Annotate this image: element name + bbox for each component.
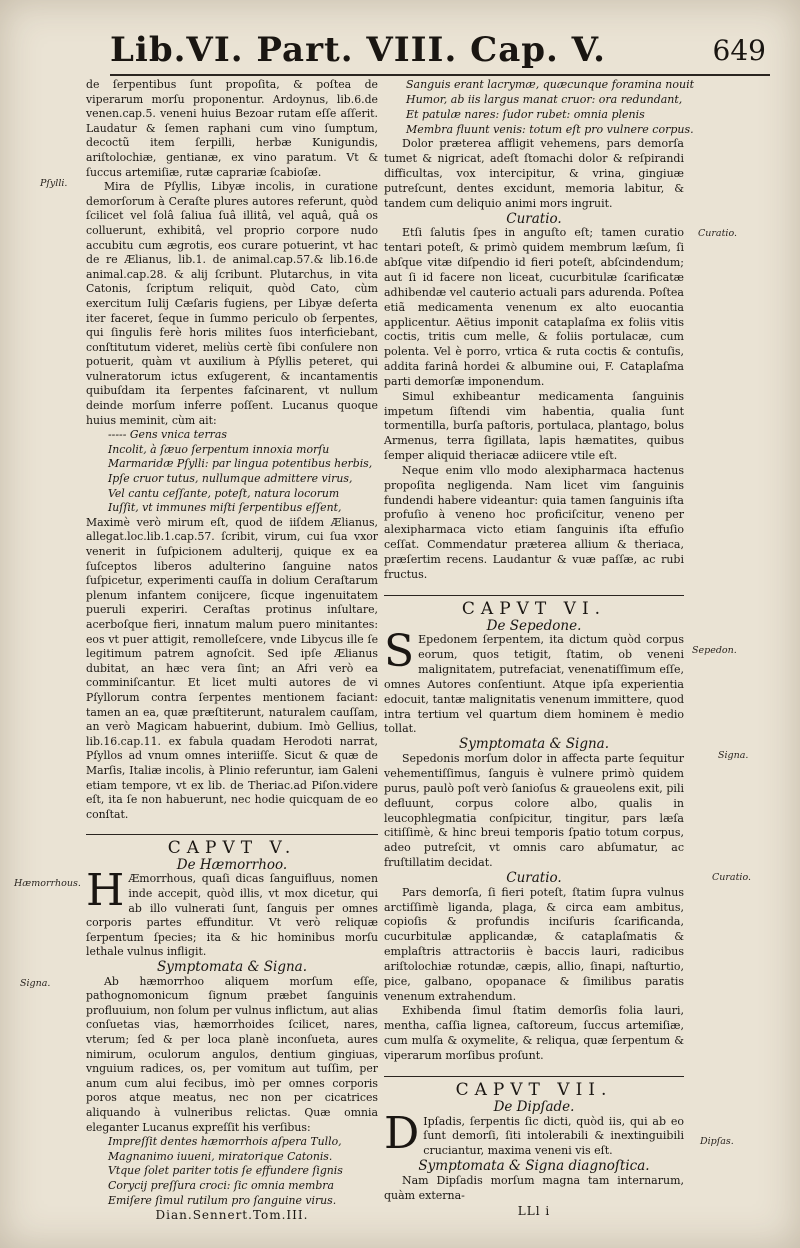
paragraph: Dolor præterea affligit vehemens, pars demorſa tumet & nigricat, adeſt ſtomachi dolor & reſpirandi difficultas, vox intercipitur, & vrina, gingiuæ putreſcunt, dentes excidunt, memoria labitur, & tandem cum deliquio animi mors ingruit. — [384, 137, 684, 210]
paragraph: Etſi ſalutis ſpes in anguſto eſt; tamen curatio tentari poteſt, & primò quidem membrum læſum, ſi abſque vitæ diſpendio id fieri poteſt, abſcindendum; aut ſi id facere non liceat, cucurbitulæ ſcarificatæ adhibendæ vel cauterio actuali pars adurenda. Poſtea etiã medicamenta venenum ex alto euocantia applicentur. Aëtius imponit cataplaſma ex foliis vitis coctis, tritis cum melle, & foliis portulacæ, cum polenta. Vel è porro, vrtica & ruta coctis & contuſis, addita farinâ hordei & albumine oui, F. Cataplaſma parti demorſæ imponendum. — [384, 226, 684, 388]
paragraph: Mira de Pſyllis, Libyæ incolis, in curatione demorſorum à Ceraſte plures autores referunt, quòd ſcilicet vel ſolâ ſaliua ſuâ illitâ, vel aquâ, quâ os colluerunt, exhibitâ, vel proprio corpore nudo accubitu cum ægrotis, eos curare potuerint, vt hac de re Ælianus, lib.1. de animal.cap.57.& lib.16.de animal.cap.28. & alij ſcribunt. Plutarchus, in vita Catonis, ſcriptum reliquit, quòd Cato, cùm exercitum Iulij Cæſaris fugiens, per Libyæ deſerta iter faceret, ſeque in ſummo periculo ob ſerpentes, qui ſingulis ferè horis milites ſuos interficiebant, conſtitutum videret, meliùs certè ſibi conſulere non potuerit, quàm vt auxilium à Pſyllis peteret, qui vulneratorum ictus exſugerent, & incantamentis quibuſdam ita ſerpentes faſcinarent, vt nullum deinde morſum inferre poſſent. Lucanus quoque huius meminit, cùm ait: — [86, 180, 378, 427]
margin-note-haemorrhous: Hæmorrhous. — [14, 878, 81, 889]
chapter-title: CAPVT V. — [86, 834, 378, 856]
verse-line: Et patulæ nares: ſudor rubet: omnia plenis — [406, 107, 645, 121]
verse-block — [384, 78, 695, 137]
chapter-title: CAPVT VII. — [384, 1076, 684, 1098]
running-title: Lib.VI. Part. VIII. Cap. V. — [110, 30, 606, 70]
paragraph: S Epedonem ſerpentem, ita dictum quòd corpus eorum, quos tetigit, ſtatim, ob veneni malignitatem, putrefaciat, venenatiſſimum eſſe, omnes Autores conſentiunt. Atque ipſa experientia edocuit, tantæ malignitatis venenum immittere, quod intra tertium vel quartum diem hominem è medio tollat. — [384, 626, 684, 736]
verse-line: Corycij preſſura croci: ſic omnia membra — [108, 1178, 334, 1192]
page-number: 649 — [712, 34, 766, 67]
paragraph: Sepedonis morſum dolor in affecta parte ſequitur vehementiſſimus, ſanguis è vulnere primò quidem purus, paulò poſt verò ſanioſus & graueolens exit, pili defluunt, corpus colore albo, qualis in leucophlegmatia conſpicitur, tingitur, pars læſa citiſſimè, & hinc breui temporis ſpatio totum corpus, adeo putreſcit, vt omnis caro abſumatur, ac fruſtillatim decidat. — [384, 752, 684, 870]
verse-line: Ipſe cruor tutus, nullumque admittere virus, — [108, 472, 353, 486]
margin-note-psylli: Pſylli. — [40, 178, 68, 189]
verse-line: Incolit, à ſæuo ſerpentum innoxia morſu — [108, 442, 330, 456]
verse-line: Emiſere ſimul rutilum pro ſanguine virus. — [108, 1193, 337, 1207]
drop-cap: S — [384, 626, 415, 678]
verse-line: Vtque ſolet pariter totis ſe effundere ſignis — [108, 1164, 343, 1178]
paragraph: de ſerpentibus ſunt propoſita, & poſtea de viperarum morſu proponentur. Ardoynus, lib.6.de venen.cap.5. veneni huius Bezoar rutam eſſe aſſerit. Laudatur & ſemen raphani cum vino ſumptum, decoctũ item ſerpilli, herbæ Kunigundis, ariſtolochiæ, gentianæ, ex vino paratum. Vt & ſuccus artemiſiæ, rutæ caprariæ ſcabioſæ. — [86, 78, 378, 179]
margin-note-signa: Signa. — [718, 750, 749, 761]
chapter-subtitle: De Sepedone. — [486, 617, 582, 634]
section-heading: Curatio. — [506, 210, 562, 227]
drop-cap: H — [86, 865, 125, 917]
margin-note-curatio: Curatio. — [698, 228, 738, 239]
paragraph: Ab hæmorrhoo aliquem morſum eſſe, pathognomonicum ſignum præbet ſanguinis profluuium, non ſolum per vulnus inflictum, aut alias conſuetas vias, hæmorrhoides ſcilicet, nares, vterum; ſed & per loca planè inconſueta, aures nimirum, oculorum angulos, dentium gingiuas, vnguium radices, os, per vomitum aut tuſſim, per anum cum alui fecibus, imò per omnes corporis poros atque meatus, nec non per cicatrices aliquando à vulneribus relictas. Quæ omnia eleganter Lucanus expreſſit his verſibus: — [86, 974, 378, 1134]
verse-line: Marmaridæ Pſylli: par lingua potentibus herbis, — [108, 457, 373, 471]
chapter-subtitle: De Dipſade. — [493, 1098, 575, 1115]
drop-cap: D — [384, 1107, 420, 1159]
chapter-title: CAPVT VI. — [384, 595, 684, 617]
paragraph: H Æmorrhous, quaſi dicas ſanguifluus, nomen inde accepit, quòd illis, vt mox dicetur, qui ab illo vulnerati ſunt, ſanguis per omnes corporis partes effunditur. Vt verò reliquæ ſerpentum ſpecies; ita & hic hominibus morſu lethale vulnus infligit. — [86, 865, 378, 959]
verse-block — [86, 428, 378, 516]
margin-note-dipsas: Dipſas. — [700, 1136, 734, 1147]
verse-line: Membra fluunt venis: totum eſt pro vulnere corpus. — [406, 122, 694, 136]
paragraph: Pars demorſa, ſi fieri poteſt, ſtatim ſupra vulnus arctiſſimè liganda, plaga, & circa eam ambitus, copioſis & profundis inciſuris ſcarificanda, cucurbitulæ applicandæ, & cataplaſmatis & emplaſtris attractoriis è baccis lauri, radicibus ariſtolochiæ rotundæ, cæpis, allio, ſinapi, naſturtio, pice, galbano, opopanace & ſimilibus paratis venenum extrahendum. — [384, 885, 684, 1003]
verse-line: Magnanimo iuueni, miratorique Catonis. — [108, 1149, 333, 1163]
margin-note-sepedon: Sepedon. — [692, 645, 737, 656]
chapter-subtitle: De Hæmorrhoo. — [176, 856, 288, 873]
section-heading: Curatio. — [506, 869, 562, 886]
paragraph: Exhibenda ſimul ſtatim demorſis folia lauri, mentha, caſſia lignea, caſtoreum, ſuccus artemiſiæ, cum mulſa & oxymelite, & reliqua, quæ ſerpentum & viperarum morſibus proſunt. — [384, 1004, 684, 1062]
verse-line: Impreſſit dentes hæmorrhois aſpera Tullo, — [108, 1135, 342, 1149]
paragraph: Nam Dipſadis morſum magna tam internarum, quàm externa- — [384, 1173, 684, 1202]
paragraph: D Ipſadis, ſerpentis ſic dicti, quòd iis, qui ab eo ſunt demorſi, ſiti intolerabili & inextinguibili cruciantur, maxima veneni vis eſt. — [384, 1107, 684, 1159]
paragraph: Maximè verò mirum eſt, quod de iiſdem Ælianus, allegat.loc.lib.1.cap.57. ſcribit, virum, cui ſua vxor venerit in ſuſpicionem adulterij, quique ex ea ſuſceptos liberos adulterino ſanguine natos ſuſpicetur, experimenti cauſſa in dolium Ceraſtarum plenum infantem conijcere, ſicque ingenuitatem pueruli experiri. Ceraſtas protinus inſultare, acerboſque fieri, innatum malum puero minitantes: eos vt puer attigit, remolleſcere, vnde Libycus ille ſe legitimum patrem agnoſcit. Sed ipſe Ælianus dubitat, an hæc vera ſint; an Afri verò ea comminiſcantur. Et licet multi autores de vi Pſyllorum contra ſerpentes mentionem faciant: tamen an ea, quæ præſtiterunt, naturalem cauſſam, an verò Magicam habuerint, dubium. Imò Gellius, lib.16.cap.11. ex fabula quadam Herodoti narrat, Pſyllos ad vnum omnes interiiſſe. Sicut & quæ de Marſis, Italiæ incolis, à Plinio referuntur, iam Galeni etiam tempore, vt ex lib. de Theriac.ad Piſon.videre eſt, ita ſe non habuerunt, nec hodie quicquam de eo conſtat. — [86, 515, 378, 821]
verse-line: Vel cantu ceſſante, poteſt, natura locorum — [108, 486, 340, 500]
margin-note-curatio: Curatio. — [712, 872, 752, 883]
section-heading: Symptomata & Signa. — [458, 736, 610, 753]
verse-line: ----- Gens vnica terras — [108, 428, 227, 442]
page-header — [110, 30, 770, 76]
verse-line: Iuſſit, vt immunes miſti ſerpentibus eſſent, — [108, 501, 342, 515]
paragraph: Neque enim vllo modo alexipharmaca hactenus propoſita negligenda. Nam licet vim ſanguinis fundendi habere videantur: quia tamen ſanguinis iſta profuſio à veneno hoc proficiſcitur, veneno per alexipharmaca victo etiam ſanguinis iſta effuſio ceſſat. Commendatur præterea allium & theriaca, præſertim recens. Laudantur & vuæ paſſæ, ac rubi fructus. — [384, 463, 684, 581]
verse-line: Humor, ab iis largus manat cruor: ora redundant, — [406, 92, 683, 106]
paragraph: Simul exhibeantur medicamenta ſanguinis impetum ſiſtendi vim habentia, qualia ſunt tormentilla, burſa paſtoris, portulaca, plantago, bolus Armenus, terra ſigillata, lapis hæmatites, quibus ſemper aliquid theriacæ adiicere vtile eſt. — [384, 389, 684, 463]
margin-note-signa: Signa. — [20, 978, 51, 989]
section-heading: Symptomata & Signa diagnoſtica. — [418, 1158, 650, 1175]
right-column — [384, 78, 695, 1218]
signature-mark: LLl i — [517, 1203, 551, 1218]
signature-mark: Dian.Sennert.Tom.III. — [155, 1208, 309, 1223]
left-column — [86, 78, 378, 1223]
section-heading: Symptomata & Signa. — [156, 959, 308, 976]
verse-line: Sanguis erant lacrymæ, quæcunque foramina nouit — [406, 78, 695, 91]
verse-block — [86, 1135, 378, 1208]
